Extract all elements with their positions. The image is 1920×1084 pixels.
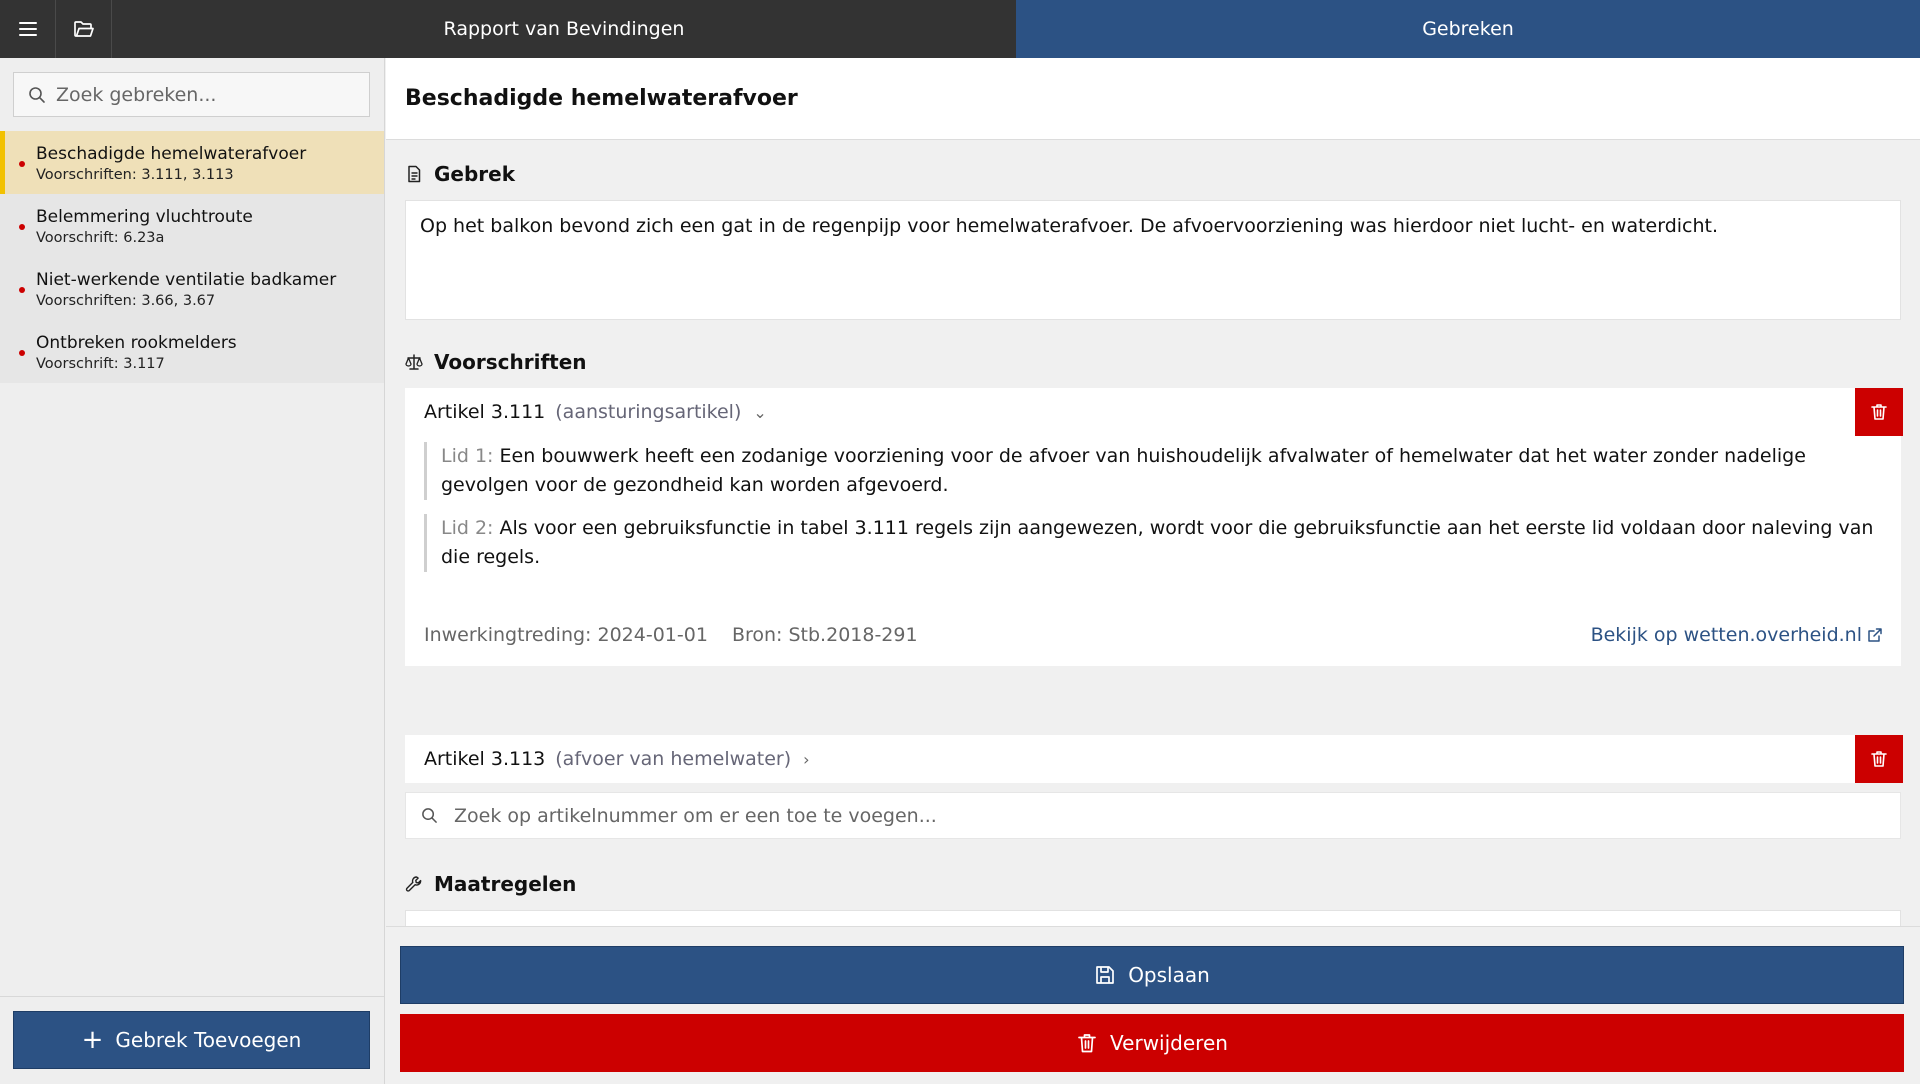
article-search-input[interactable] bbox=[454, 805, 1854, 827]
section-gebrek-label: Gebrek bbox=[434, 162, 516, 186]
defect-item[interactable] bbox=[0, 194, 384, 257]
article-card-collapsed bbox=[405, 735, 1901, 783]
defect-item-subtitle: Voorschrift: 6.23a bbox=[36, 230, 165, 246]
defect-list bbox=[0, 131, 384, 383]
external-link-icon bbox=[1867, 627, 1883, 643]
defect-item-title: Belemmering vluchtroute bbox=[36, 207, 253, 227]
search-icon bbox=[28, 86, 46, 104]
defect-item-title: Beschadigde hemelwaterafvoer bbox=[36, 144, 307, 164]
bron-reference: Bron: Stb.2018-291 bbox=[731, 624, 918, 646]
sidebar-divider bbox=[0, 996, 384, 997]
lid-label: Lid 2: bbox=[441, 517, 494, 539]
article-search-box[interactable] bbox=[405, 792, 1901, 839]
defect-item-title: Ontbreken rookmelders bbox=[36, 333, 237, 353]
article-card-expanded bbox=[405, 388, 1901, 666]
defect-description-textarea[interactable] bbox=[405, 200, 1901, 320]
tab-gebreken[interactable]: Gebreken bbox=[1016, 0, 1920, 58]
add-defect-label: Gebrek Toevoegen bbox=[115, 1028, 302, 1052]
trash-icon bbox=[1869, 749, 1889, 769]
defect-item-subtitle: Voorschriften: 3.111, 3.113 bbox=[36, 167, 234, 183]
defect-item-subtitle: Voorschrift: 3.117 bbox=[36, 356, 165, 372]
scale-icon bbox=[405, 353, 423, 371]
save-button[interactable] bbox=[400, 946, 1904, 1004]
wetten-link[interactable] bbox=[1591, 624, 1883, 646]
section-voorschriften-label: Voorschriften bbox=[434, 350, 587, 374]
sidebar bbox=[0, 58, 385, 1084]
section-gebrek-heading bbox=[405, 162, 515, 186]
article-lid-2 bbox=[424, 514, 1874, 572]
main-panel bbox=[386, 58, 1920, 1084]
article-lid-1 bbox=[424, 442, 1874, 500]
hamburger-menu-icon bbox=[17, 18, 39, 40]
main-header bbox=[386, 58, 1920, 140]
article-number: Artikel 3.111 bbox=[424, 401, 546, 423]
wetten-link-label: Bekijk op wetten.overheid.nl bbox=[1590, 624, 1862, 646]
article-header-toggle[interactable] bbox=[405, 735, 1901, 783]
save-button-label: Opslaan bbox=[1128, 963, 1210, 987]
defect-search-input[interactable] bbox=[56, 84, 356, 106]
plus-icon: + bbox=[81, 1025, 104, 1055]
article-meta bbox=[424, 624, 918, 646]
status-dot bbox=[19, 224, 25, 230]
delete-article-button[interactable] bbox=[1855, 388, 1903, 436]
delete-article-button[interactable] bbox=[1855, 735, 1903, 783]
lid-text: Een bouwwerk heeft een zodanige voorziening voor de afvoer van huishoudelijk afvalwater of hemelwater dat het water zonder nadelige gevolgen voor de gezondheid kan worden afgevoerd. bbox=[441, 445, 1806, 496]
page-title: Beschadigde hemelwaterafvoer bbox=[405, 86, 798, 111]
section-voorschriften-heading bbox=[405, 350, 587, 374]
article-description: (afvoer van hemelwater) bbox=[555, 748, 792, 770]
tab-rapport[interactable]: Rapport van Bevindingen bbox=[112, 0, 1016, 58]
chevron-right-icon: › bbox=[803, 749, 810, 769]
article-header-toggle[interactable] bbox=[405, 388, 1901, 436]
defect-item[interactable] bbox=[0, 131, 384, 194]
article-description: (aansturingsartikel) bbox=[555, 401, 742, 423]
trash-icon bbox=[1869, 402, 1889, 422]
article-number: Artikel 3.113 bbox=[424, 748, 546, 770]
add-defect-button[interactable] bbox=[13, 1011, 370, 1069]
defect-item[interactable] bbox=[0, 320, 384, 383]
open-folder-button[interactable] bbox=[56, 0, 112, 58]
trash-icon bbox=[1076, 1032, 1098, 1054]
wrench-icon bbox=[405, 875, 423, 893]
document-icon bbox=[405, 165, 423, 183]
action-footer bbox=[386, 926, 1920, 1084]
lid-label: Lid 1: bbox=[441, 445, 494, 467]
chevron-down-icon: ⌄ bbox=[753, 402, 767, 422]
defect-item-title: Niet-werkende ventilatie badkamer bbox=[36, 270, 337, 290]
defect-item[interactable] bbox=[0, 257, 384, 320]
status-dot bbox=[19, 350, 25, 356]
defect-search-box[interactable] bbox=[13, 72, 370, 117]
status-dot bbox=[19, 161, 25, 167]
delete-button-label: Verwijderen bbox=[1110, 1031, 1228, 1055]
menu-button[interactable] bbox=[0, 0, 56, 58]
lid-text: Als voor een gebruiksfunctie in tabel 3.111 regels zijn aangewezen, wordt voor die gebruiksfunctie aan het eerste lid voldaan door naleving van die regels. bbox=[441, 517, 1874, 568]
section-maatregelen-label: Maatregelen bbox=[434, 872, 577, 896]
search-icon bbox=[421, 807, 438, 824]
section-maatregelen-heading bbox=[405, 872, 576, 896]
delete-defect-button[interactable] bbox=[400, 1014, 1904, 1072]
defect-item-subtitle: Voorschriften: 3.66, 3.67 bbox=[36, 293, 216, 309]
status-dot bbox=[19, 287, 25, 293]
save-disk-icon bbox=[1094, 964, 1116, 986]
folder-open-icon bbox=[73, 18, 95, 40]
inwerkingtreding-date: Inwerkingtreding: 2024-01-01 bbox=[424, 624, 708, 646]
top-bar bbox=[0, 0, 1920, 58]
